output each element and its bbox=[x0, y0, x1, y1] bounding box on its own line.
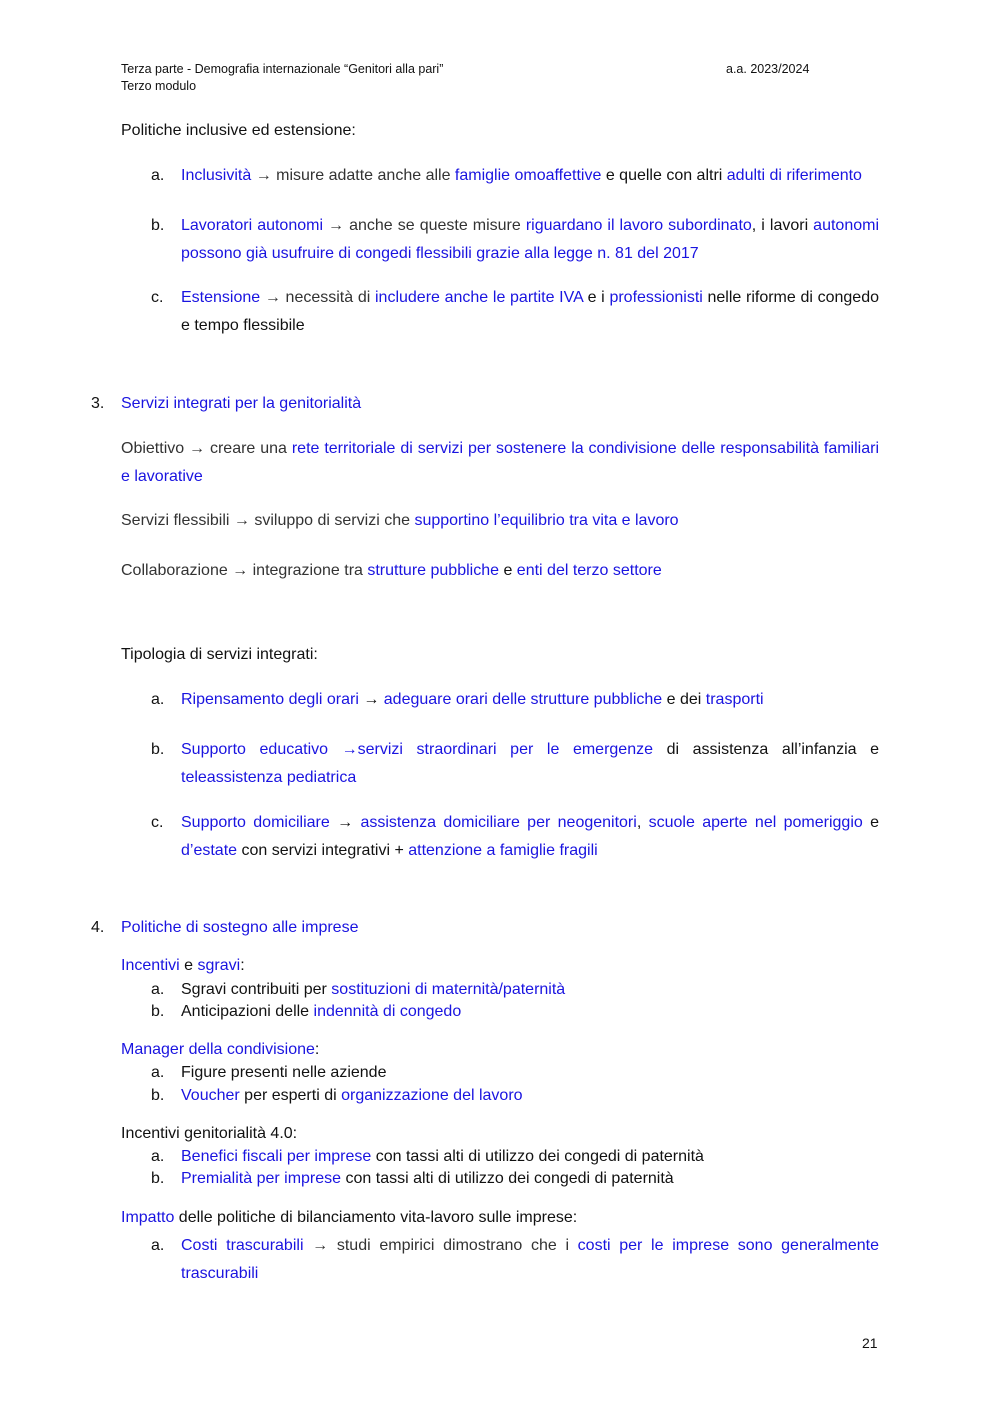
list-item: Premialità per imprese con tassi alti di utilizzo dei congedi di paternità bbox=[181, 1170, 674, 1187]
group-heading-impatto: Impatto delle politiche di bilanciamento vita-lavoro sulle imprese: bbox=[121, 1209, 578, 1226]
section-title: Politiche di sostegno alle imprese bbox=[121, 919, 359, 936]
list-marker: a. bbox=[151, 1148, 165, 1165]
types-heading: Tipologia di servizi integrati: bbox=[121, 646, 318, 663]
list-item: Sgravi contribuiti per sostituzioni di maternità/paternità bbox=[181, 981, 566, 998]
header-subtitle: Terzo modulo bbox=[121, 79, 197, 93]
list-item-lavoratori-autonomi: Lavoratori autonomi → anche se queste misure riguardano il lavoro subordinato, i lavori autonomi possono già usufruire di congedi flessibili grazie alla legge n. 81 del 2017 bbox=[181, 217, 879, 262]
inclusive-heading: Politiche inclusive ed estensione: bbox=[121, 122, 356, 139]
paragraph-collaborazione: Collaborazione → integrazione tra strutture pubbliche e enti del terzo settore bbox=[121, 562, 662, 579]
group-heading-incentivi: Incentivi e sgravi: bbox=[121, 957, 245, 974]
list-item: Benefici fiscali per imprese con tassi alti di utilizzo dei congedi di paternità bbox=[181, 1148, 704, 1165]
list-item: Anticipazioni delle indennità di congedo bbox=[181, 1003, 462, 1020]
list-marker: a. bbox=[151, 981, 165, 998]
header-academic-year: a.a. 2023/2024 bbox=[726, 62, 810, 76]
paragraph-obiettivo: Obiettivo → creare una rete territoriale di servizi per sostenere la condivisione delle responsabilità familiari e lavorative bbox=[121, 440, 880, 485]
paragraph-servizi-flessibili: Servizi flessibili → sviluppo di servizi che supportino l’equilibrio tra vita e lavoro bbox=[121, 512, 679, 529]
list-marker: a. bbox=[151, 1237, 165, 1254]
section-number: 3. bbox=[91, 395, 105, 412]
section-title: Servizi integrati per la genitorialità bbox=[121, 395, 362, 412]
list-marker: b. bbox=[151, 1170, 165, 1187]
list-marker: c. bbox=[151, 814, 164, 831]
list-item-ripensamento-orari: Ripensamento degli orari → adeguare orari delle strutture pubbliche e dei trasporti bbox=[181, 691, 764, 708]
section-number: 4. bbox=[91, 919, 105, 936]
list-item: Voucher per esperti di organizzazione del lavoro bbox=[181, 1087, 523, 1104]
header-title: Terza parte - Demografia internazionale “Genitori alla pari” bbox=[121, 62, 444, 76]
list-item-estensione: Estensione → necessità di includere anche le partite IVA e i professionisti nelle riforme di congedo e tempo flessibile bbox=[181, 289, 879, 334]
group-heading-genitorialita: Incentivi genitorialità 4.0: bbox=[121, 1125, 298, 1142]
list-marker: c. bbox=[151, 289, 164, 306]
list-marker: a. bbox=[151, 1064, 165, 1081]
group-heading-manager: Manager della condivisione: bbox=[121, 1041, 320, 1058]
list-marker: b. bbox=[151, 1003, 165, 1020]
page-number: 21 bbox=[862, 1335, 878, 1351]
list-marker: a. bbox=[151, 167, 165, 184]
list-item-supporto-educativo: Supporto educativo →servizi straordinari per le emergenze di assistenza all’infanzia e teleassistenza pediatrica bbox=[181, 741, 880, 786]
list-marker: b. bbox=[151, 741, 165, 758]
list-marker: b. bbox=[151, 1087, 165, 1104]
list-item-supporto-domiciliare: Supporto domiciliare → assistenza domiciliare per neogenitori, scuole aperte nel pomeriggio e d’estate con servizi integrativi + attenzione a famiglie fragili bbox=[181, 814, 880, 859]
list-marker: a. bbox=[151, 691, 165, 708]
list-item: Figure presenti nelle aziende bbox=[181, 1064, 387, 1081]
list-marker: b. bbox=[151, 217, 165, 234]
list-item-inclusivita: Inclusività → misure adatte anche alle famiglie omoaffettive e quelle con altri adulti di riferimento bbox=[181, 167, 862, 184]
list-item-costi-trascurabili: Costi trascurabili → studi empirici dimostrano che i costi per le imprese sono generalmente trascurabili bbox=[181, 1237, 879, 1282]
